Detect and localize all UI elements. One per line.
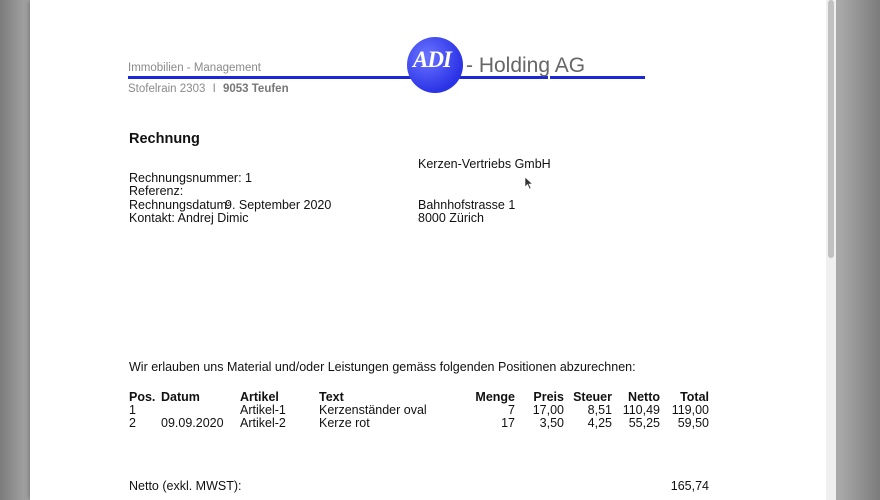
- recipient-city: 8000 Zürich: [418, 211, 485, 225]
- company-street: [128, 83, 289, 95]
- col-header-artikel: Artikel: [240, 390, 279, 404]
- table-row-2-pos: 2: [129, 416, 136, 430]
- company-name: - Holding AG: [466, 54, 586, 77]
- recipient-street: Bahnhofstrasse 1: [418, 198, 516, 212]
- invoice-contact: Kontakt: Andrej Dimic: [129, 211, 249, 225]
- invoice-number: Rechnungsnummer: 1: [129, 171, 252, 185]
- address-separator: I: [212, 83, 216, 95]
- table-row-2-artikel: Artikel-2: [240, 416, 286, 430]
- table-row-1-artikel: Artikel-1: [240, 403, 286, 417]
- col-header-pos: Pos.: [129, 390, 156, 404]
- table-row-1-preis: 17,00: [532, 403, 564, 417]
- city-text: 9053 Teufen: [222, 83, 289, 95]
- netto-label: Netto (exkl. MWST):: [129, 479, 242, 493]
- invoice-date-value: 9. September 2020: [225, 198, 332, 212]
- col-header-netto: Netto: [628, 390, 660, 404]
- netto-value: 165,74: [670, 479, 709, 493]
- col-header-menge: Menge: [475, 390, 515, 404]
- intro-text: Wir erlauben uns Material und/oder Leistungen gemäss folgenden Positionen abzurechnen:: [129, 360, 636, 374]
- col-header-steuer: Steuer: [573, 390, 612, 404]
- table-row-1-menge: 7: [508, 403, 515, 417]
- mouse-cursor-icon: [524, 176, 534, 190]
- col-header-text: Text: [319, 390, 344, 404]
- table-row-1-total: 119,00: [671, 403, 709, 417]
- table-row-2-datum: 09.09.2020: [161, 416, 224, 430]
- logo-text: ADI: [413, 47, 451, 72]
- table-row-2-total: 59,50: [677, 416, 709, 430]
- col-header-total: Total: [680, 390, 709, 404]
- street-text: Stofelrain 2303: [128, 83, 206, 95]
- table-row-2-netto: 55,25: [628, 416, 660, 430]
- table-row-2-preis: 3,50: [539, 416, 564, 430]
- company-tagline: Immobilien - Management: [128, 62, 261, 74]
- table-row-1-steuer: 8,51: [587, 403, 612, 417]
- table-row-1-text: Kerzenständer oval: [319, 403, 427, 417]
- invoice-reference: Referenz:: [129, 184, 184, 198]
- table-row-1-netto: 110,49: [622, 403, 660, 417]
- col-header-datum: Datum: [161, 390, 200, 404]
- table-row-2-steuer: 4,25: [587, 416, 612, 430]
- invoice-title: Rechnung: [129, 131, 200, 147]
- table-row-1-pos: 1: [129, 403, 136, 417]
- col-header-preis: Preis: [533, 390, 564, 404]
- recipient-name: Kerzen-Vertriebs GmbH: [418, 157, 551, 171]
- table-row-2-menge: 17: [501, 416, 515, 430]
- table-row-2-text: Kerze rot: [319, 416, 370, 430]
- invoice-date-label: Rechnungsdatum:: [129, 198, 231, 212]
- invoice-page: [30, 0, 826, 500]
- scrollbar-thumb[interactable]: [828, 0, 834, 258]
